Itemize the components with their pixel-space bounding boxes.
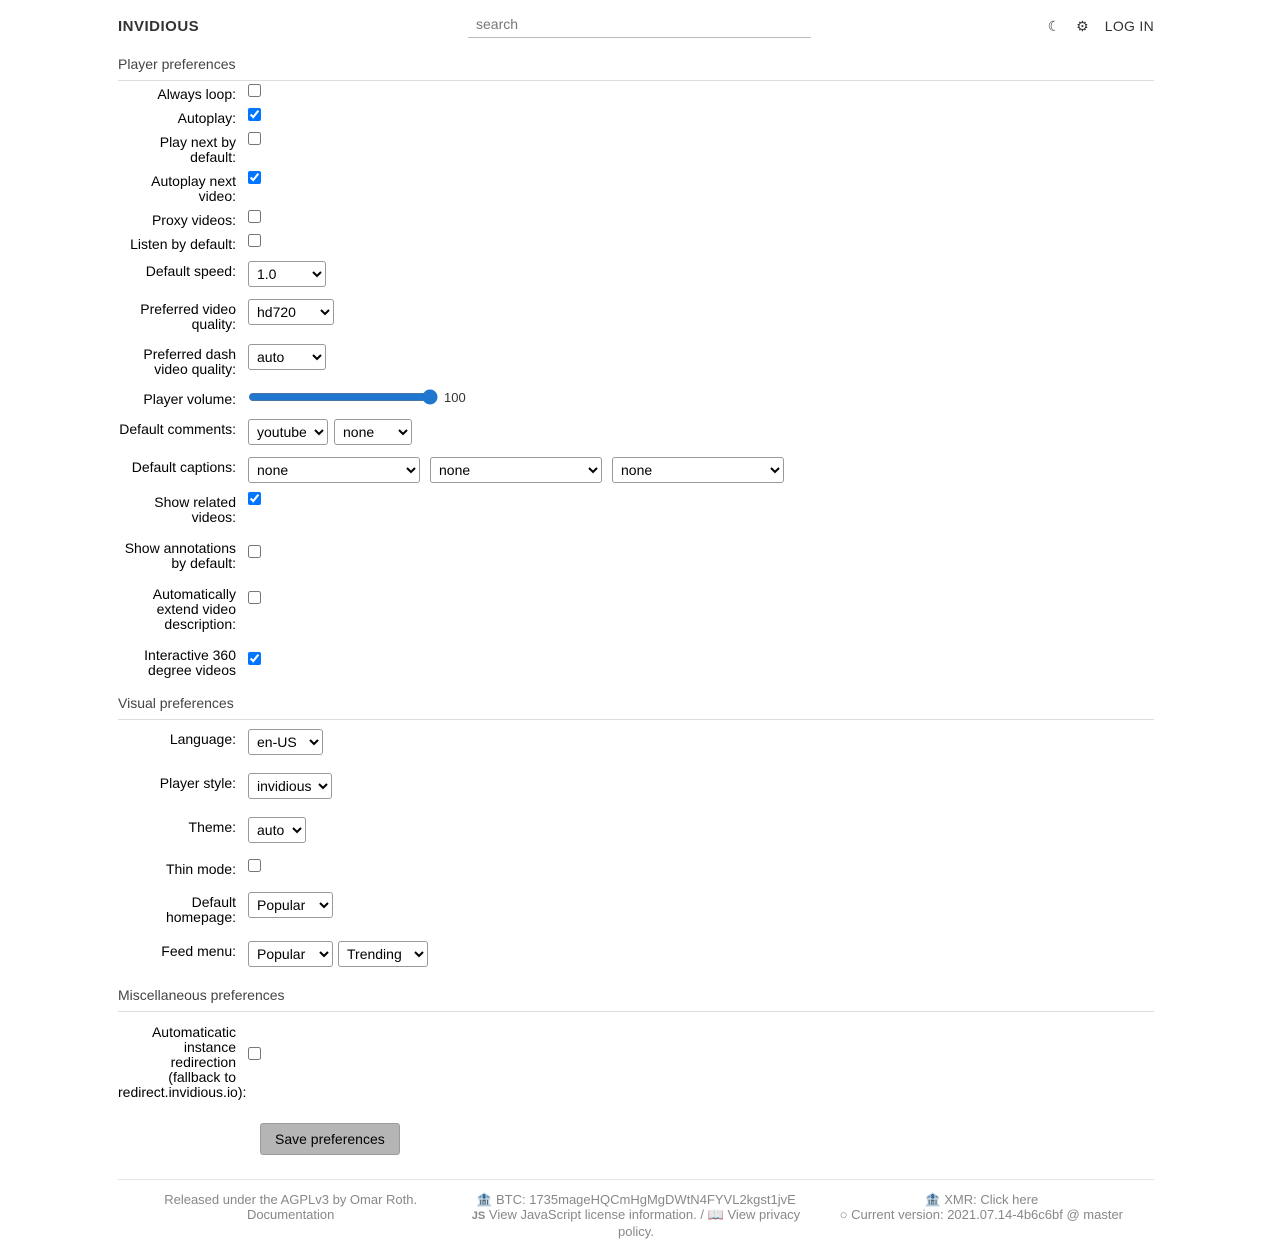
slider-player-volume[interactable] xyxy=(248,389,438,405)
label-default-comments: Default comments: xyxy=(119,421,236,437)
moon-icon[interactable]: ☾ xyxy=(1047,18,1061,34)
navbar xyxy=(0,0,1272,48)
row-default-captions xyxy=(118,451,1154,489)
label-default-homepage: Default homepage: xyxy=(165,894,236,925)
checkbox-thin-mode[interactable] xyxy=(248,859,261,872)
footer-xmr-link[interactable]: XMR: Click here xyxy=(944,1192,1039,1207)
footer-privacy-link[interactable]: View privacy policy. xyxy=(618,1207,801,1239)
row-play-next xyxy=(118,129,1154,168)
row-preferred-video-quality xyxy=(118,293,1154,338)
value-player-volume: 100 xyxy=(444,389,466,405)
checkbox-interactive-360[interactable] xyxy=(248,652,261,665)
save-preferences-area xyxy=(0,1103,1272,1155)
visual-preferences-group xyxy=(0,720,1272,975)
login-link[interactable]: LOG IN xyxy=(1104,18,1154,34)
checkbox-proxy-videos[interactable] xyxy=(248,210,261,223)
section-player-preferences: Player preferences xyxy=(118,56,1154,81)
row-default-speed xyxy=(118,255,1154,293)
row-theme xyxy=(118,808,1154,852)
site-logo[interactable]: INVIDIOUS xyxy=(118,17,200,35)
gear-icon[interactable]: ⚙ xyxy=(1076,18,1089,34)
label-thin-mode: Thin mode: xyxy=(165,861,236,877)
select-default-captions-2[interactable] xyxy=(430,457,602,483)
label-autoplay: Autoplay: xyxy=(177,110,236,126)
footer-separator: / xyxy=(700,1207,704,1222)
footer-license-text: Released under the AGPLv3 by Omar Roth. xyxy=(164,1192,418,1207)
label-autoplay-next-video: Autoplay next video: xyxy=(151,173,236,204)
row-language xyxy=(118,720,1154,764)
select-default-captions-1[interactable] xyxy=(248,457,420,483)
label-show-related-videos: Show related videos: xyxy=(154,494,236,525)
label-default-captions: Default captions: xyxy=(131,459,236,475)
select-feed-menu-1[interactable] xyxy=(248,941,333,967)
footer-btc-link[interactable]: BTC: 1735mageHQCmHgMgDWtN4FYVL2kgst1jvE xyxy=(495,1192,796,1207)
row-always-loop xyxy=(118,81,1154,105)
label-extend-description: Automatically extend video description: xyxy=(152,586,236,632)
section-visual-preferences: Visual preferences xyxy=(118,695,1154,720)
select-default-comments-1[interactable] xyxy=(248,419,328,445)
row-listen-by-default xyxy=(118,231,1154,255)
row-instance-redirect xyxy=(118,1012,1154,1103)
book-icon: 📖 xyxy=(707,1207,724,1222)
row-player-style xyxy=(118,764,1154,808)
footer xyxy=(118,1179,1154,1239)
checkbox-instance-redirect[interactable] xyxy=(248,1047,261,1060)
label-feed-menu: Feed menu: xyxy=(161,943,236,959)
js-badge-icon: JS xyxy=(471,1210,486,1222)
label-player-style: Player style: xyxy=(159,775,236,791)
row-show-related-videos xyxy=(118,489,1154,528)
search-input[interactable] xyxy=(468,14,811,38)
footer-right xyxy=(809,1192,1154,1239)
checkbox-play-next[interactable] xyxy=(248,132,261,145)
checkbox-always-loop[interactable] xyxy=(248,84,261,97)
label-default-speed: Default speed: xyxy=(145,263,236,279)
footer-js-license-link[interactable]: View JavaScript license information. xyxy=(488,1207,697,1222)
footer-center xyxy=(463,1192,808,1239)
label-always-loop: Always loop: xyxy=(157,86,236,102)
footer-version-link[interactable]: Current version: 2021.07.14-4b6c6bf @ master xyxy=(851,1207,1124,1222)
footer-left xyxy=(118,1192,463,1239)
select-theme[interactable] xyxy=(248,817,306,843)
checkbox-listen-by-default[interactable] xyxy=(248,234,261,247)
label-listen-by-default: Listen by default: xyxy=(130,236,236,252)
label-instance-redirect: Automaticatic instance redirection (fallback to redirect.invidious.io): xyxy=(118,1024,247,1100)
footer-documentation-link[interactable]: Documentation xyxy=(246,1207,335,1222)
select-default-homepage[interactable] xyxy=(248,892,333,918)
label-interactive-360: Interactive 360 degree videos xyxy=(144,647,236,678)
row-default-homepage xyxy=(118,884,1154,933)
player-preferences-group xyxy=(0,81,1272,681)
label-show-annotations: Show annotations by default: xyxy=(124,540,236,571)
row-autoplay-next-video xyxy=(118,168,1154,207)
label-theme: Theme: xyxy=(188,819,236,835)
select-default-speed[interactable] xyxy=(248,261,326,287)
row-show-annotations xyxy=(118,528,1154,574)
navbar-actions xyxy=(1048,18,1154,34)
checkbox-extend-description[interactable] xyxy=(248,591,261,604)
select-default-comments-2[interactable] xyxy=(334,419,412,445)
save-preferences-button[interactable]: Save preferences xyxy=(260,1123,400,1155)
section-misc-preferences: Miscellaneous preferences xyxy=(118,987,1154,1012)
label-player-volume: Player volume: xyxy=(143,391,236,407)
checkbox-show-related-videos[interactable] xyxy=(248,492,261,505)
select-default-captions-3[interactable] xyxy=(612,457,784,483)
row-preferred-dash-quality xyxy=(118,338,1154,383)
row-feed-menu xyxy=(118,933,1154,975)
row-player-volume xyxy=(118,383,1154,413)
xmr-icon: 🏦 xyxy=(924,1192,941,1207)
label-proxy-videos: Proxy videos: xyxy=(151,212,236,228)
row-autoplay xyxy=(118,105,1154,129)
label-language: Language: xyxy=(169,731,236,747)
checkbox-show-annotations[interactable] xyxy=(248,545,261,558)
select-preferred-dash-quality[interactable] xyxy=(248,344,326,370)
github-icon: ○ xyxy=(839,1207,848,1222)
select-player-style[interactable] xyxy=(248,773,332,799)
select-language[interactable] xyxy=(248,729,323,755)
row-thin-mode xyxy=(118,852,1154,884)
label-play-next: Play next by default: xyxy=(159,134,236,165)
save-spacer xyxy=(118,1123,260,1155)
row-interactive-360 xyxy=(118,635,1154,681)
misc-preferences-group xyxy=(0,1012,1272,1103)
search-form xyxy=(468,14,811,38)
checkbox-autoplay-next-video[interactable] xyxy=(248,171,261,184)
row-extend-description xyxy=(118,574,1154,635)
select-preferred-video-quality[interactable] xyxy=(248,299,334,325)
select-feed-menu-2[interactable] xyxy=(338,941,428,967)
label-preferred-video-quality: Preferred video quality: xyxy=(140,301,236,332)
row-default-comments xyxy=(118,413,1154,451)
btc-icon: 🏦 xyxy=(476,1192,493,1207)
row-proxy-videos xyxy=(118,207,1154,231)
label-preferred-dash-quality: Preferred dash video quality: xyxy=(143,346,236,377)
checkbox-autoplay[interactable] xyxy=(248,108,261,121)
